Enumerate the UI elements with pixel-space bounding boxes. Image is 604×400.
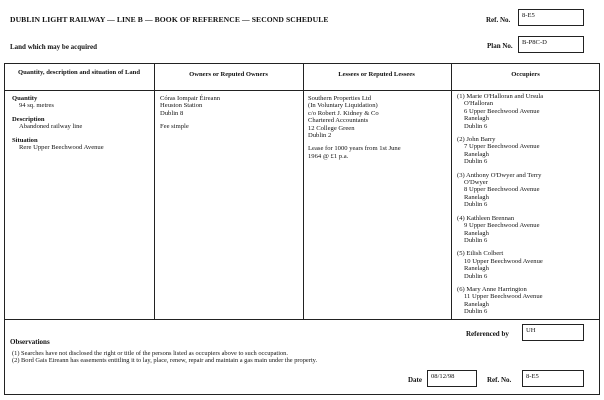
- footer-ref-no-label: Ref. No.: [487, 376, 512, 384]
- footer-ref-no-field[interactable]: 8-E5: [522, 370, 584, 387]
- occupier-line: Dublin 6: [464, 308, 488, 316]
- document-subtitle: Land which may be acquired: [10, 43, 97, 51]
- occupier-entry: [457, 93, 599, 130]
- occupier-entry: [457, 172, 599, 209]
- quantity-value: 94 sq. metres: [19, 102, 54, 110]
- occupier-entry: [457, 250, 599, 280]
- lessee-line: Dublin 2: [308, 132, 332, 140]
- occupier-line: Ranelagh: [464, 115, 489, 123]
- occupier-line: Ranelagh: [464, 265, 489, 273]
- lessee-line: Southern Properties Ltd: [308, 95, 371, 102]
- occupier-line: 10 Upper Beechwood Avenue: [464, 257, 543, 265]
- occupier-line: (6) Mary Anne Harrington: [457, 285, 527, 293]
- occupier-line: (1) Marie O'Halloran and Ursula: [457, 93, 544, 100]
- occupier-line: 6 Upper Beechwood Avenue: [464, 107, 540, 115]
- column-header-lessees: Lessees or Reputed Lessees: [338, 71, 415, 78]
- quantity-label: Quantity: [12, 95, 38, 102]
- date-label: Date: [408, 376, 422, 384]
- lessee-line: 12 College Green: [308, 124, 355, 132]
- observation-note-1: (1) Searches have not disclosed the right or title of the persons listed as occupiers above to such occupation.: [12, 350, 288, 357]
- owner-tenure: Fee simple: [160, 123, 189, 131]
- situation-value: Rere Upper Beechwood Avenue: [19, 144, 104, 152]
- owners-cell: [160, 95, 300, 131]
- referenced-by-field[interactable]: UH: [522, 324, 584, 341]
- owner-line: Dublin 8: [160, 109, 184, 117]
- column-header-occupiers: Occupiers: [511, 71, 540, 78]
- occupier-line: Ranelagh: [464, 300, 489, 308]
- occupier-line: Dublin 6: [464, 158, 488, 166]
- occupier-entry: [457, 136, 599, 166]
- occupier-line: 8 Upper Beechwood Avenue: [464, 186, 540, 194]
- column-header-quantity: Quantity, description and situation of Land: [17, 69, 140, 76]
- lessee-line: (In Voluntary Liquidation): [308, 102, 378, 110]
- situation-label: Situation: [12, 136, 38, 144]
- occupier-entry: [457, 215, 599, 245]
- occupier-line: Dublin 6: [464, 122, 488, 130]
- lessee-line: Chartered Accountants: [308, 117, 369, 125]
- description-label: Description: [12, 115, 45, 123]
- reference-table: [4, 63, 600, 320]
- observations-title: Observations: [10, 338, 50, 346]
- occupier-line: Ranelagh: [464, 229, 489, 237]
- lessees-cell: [308, 95, 450, 160]
- plan-no-field[interactable]: B-P8C-D: [518, 36, 584, 53]
- occupier-line: 11 Upper Beechwood Avenue: [464, 293, 543, 301]
- date-field[interactable]: 08/12/98: [427, 370, 477, 387]
- observation-note-2: (2) Bord Gais Eireann has easements entitling it to lay, place, renew, repair and maintain a gas main under the property.: [12, 357, 318, 364]
- referenced-by-label: Referenced by: [466, 330, 509, 338]
- plan-no-label: Plan No.: [487, 42, 513, 50]
- occupier-line: Ranelagh: [464, 150, 489, 158]
- lessee-line: c/o Robert J. Kidney & Co: [308, 109, 379, 117]
- column-divider: [451, 64, 452, 319]
- lease-line: Lease for 1000 years from 1st June: [308, 145, 401, 153]
- document-title: DUBLIN LIGHT RAILWAY — LINE B — BOOK OF REFERENCE — SECOND SCHEDULE: [10, 15, 329, 24]
- occupier-line: Ranelagh: [464, 193, 489, 201]
- column-header-owners: Owners or Reputed Owners: [189, 71, 268, 78]
- occupier-line: (2) John Barry: [457, 136, 496, 144]
- occupier-line: 9 Upper Beechwood Avenue: [464, 222, 540, 230]
- lease-line: 1964 @ £1 p.a.: [308, 152, 349, 160]
- owner-line: Córas Iompair Éireann: [160, 95, 221, 102]
- column-divider: [303, 64, 304, 319]
- ref-no-label: Ref. No.: [486, 16, 511, 24]
- occupiers-cell: [457, 93, 599, 322]
- occupier-entry: [457, 286, 599, 316]
- occupier-line: O'Dwyer: [464, 179, 488, 187]
- occupier-line: Dublin 6: [464, 236, 488, 244]
- occupier-line: 7 Upper Beechwood Avenue: [464, 143, 540, 151]
- column-divider: [154, 64, 155, 319]
- ref-no-field[interactable]: 8-E5: [518, 9, 584, 26]
- occupier-line: Dublin 6: [464, 201, 488, 209]
- owner-line: Heuston Station: [160, 102, 203, 110]
- occupier-line: Dublin 6: [464, 272, 488, 280]
- occupier-line: (3) Anthony O'Dwyer and Terry: [457, 171, 542, 179]
- occupier-line: O'Halloran: [464, 100, 494, 108]
- description-value: Abandoned railway line: [19, 123, 83, 131]
- occupier-line: (4) Kathleen Brennan: [457, 214, 515, 222]
- occupier-line: (5) Eilish Colbert: [457, 250, 504, 258]
- land-cell: [12, 95, 150, 151]
- header-divider: [5, 90, 599, 91]
